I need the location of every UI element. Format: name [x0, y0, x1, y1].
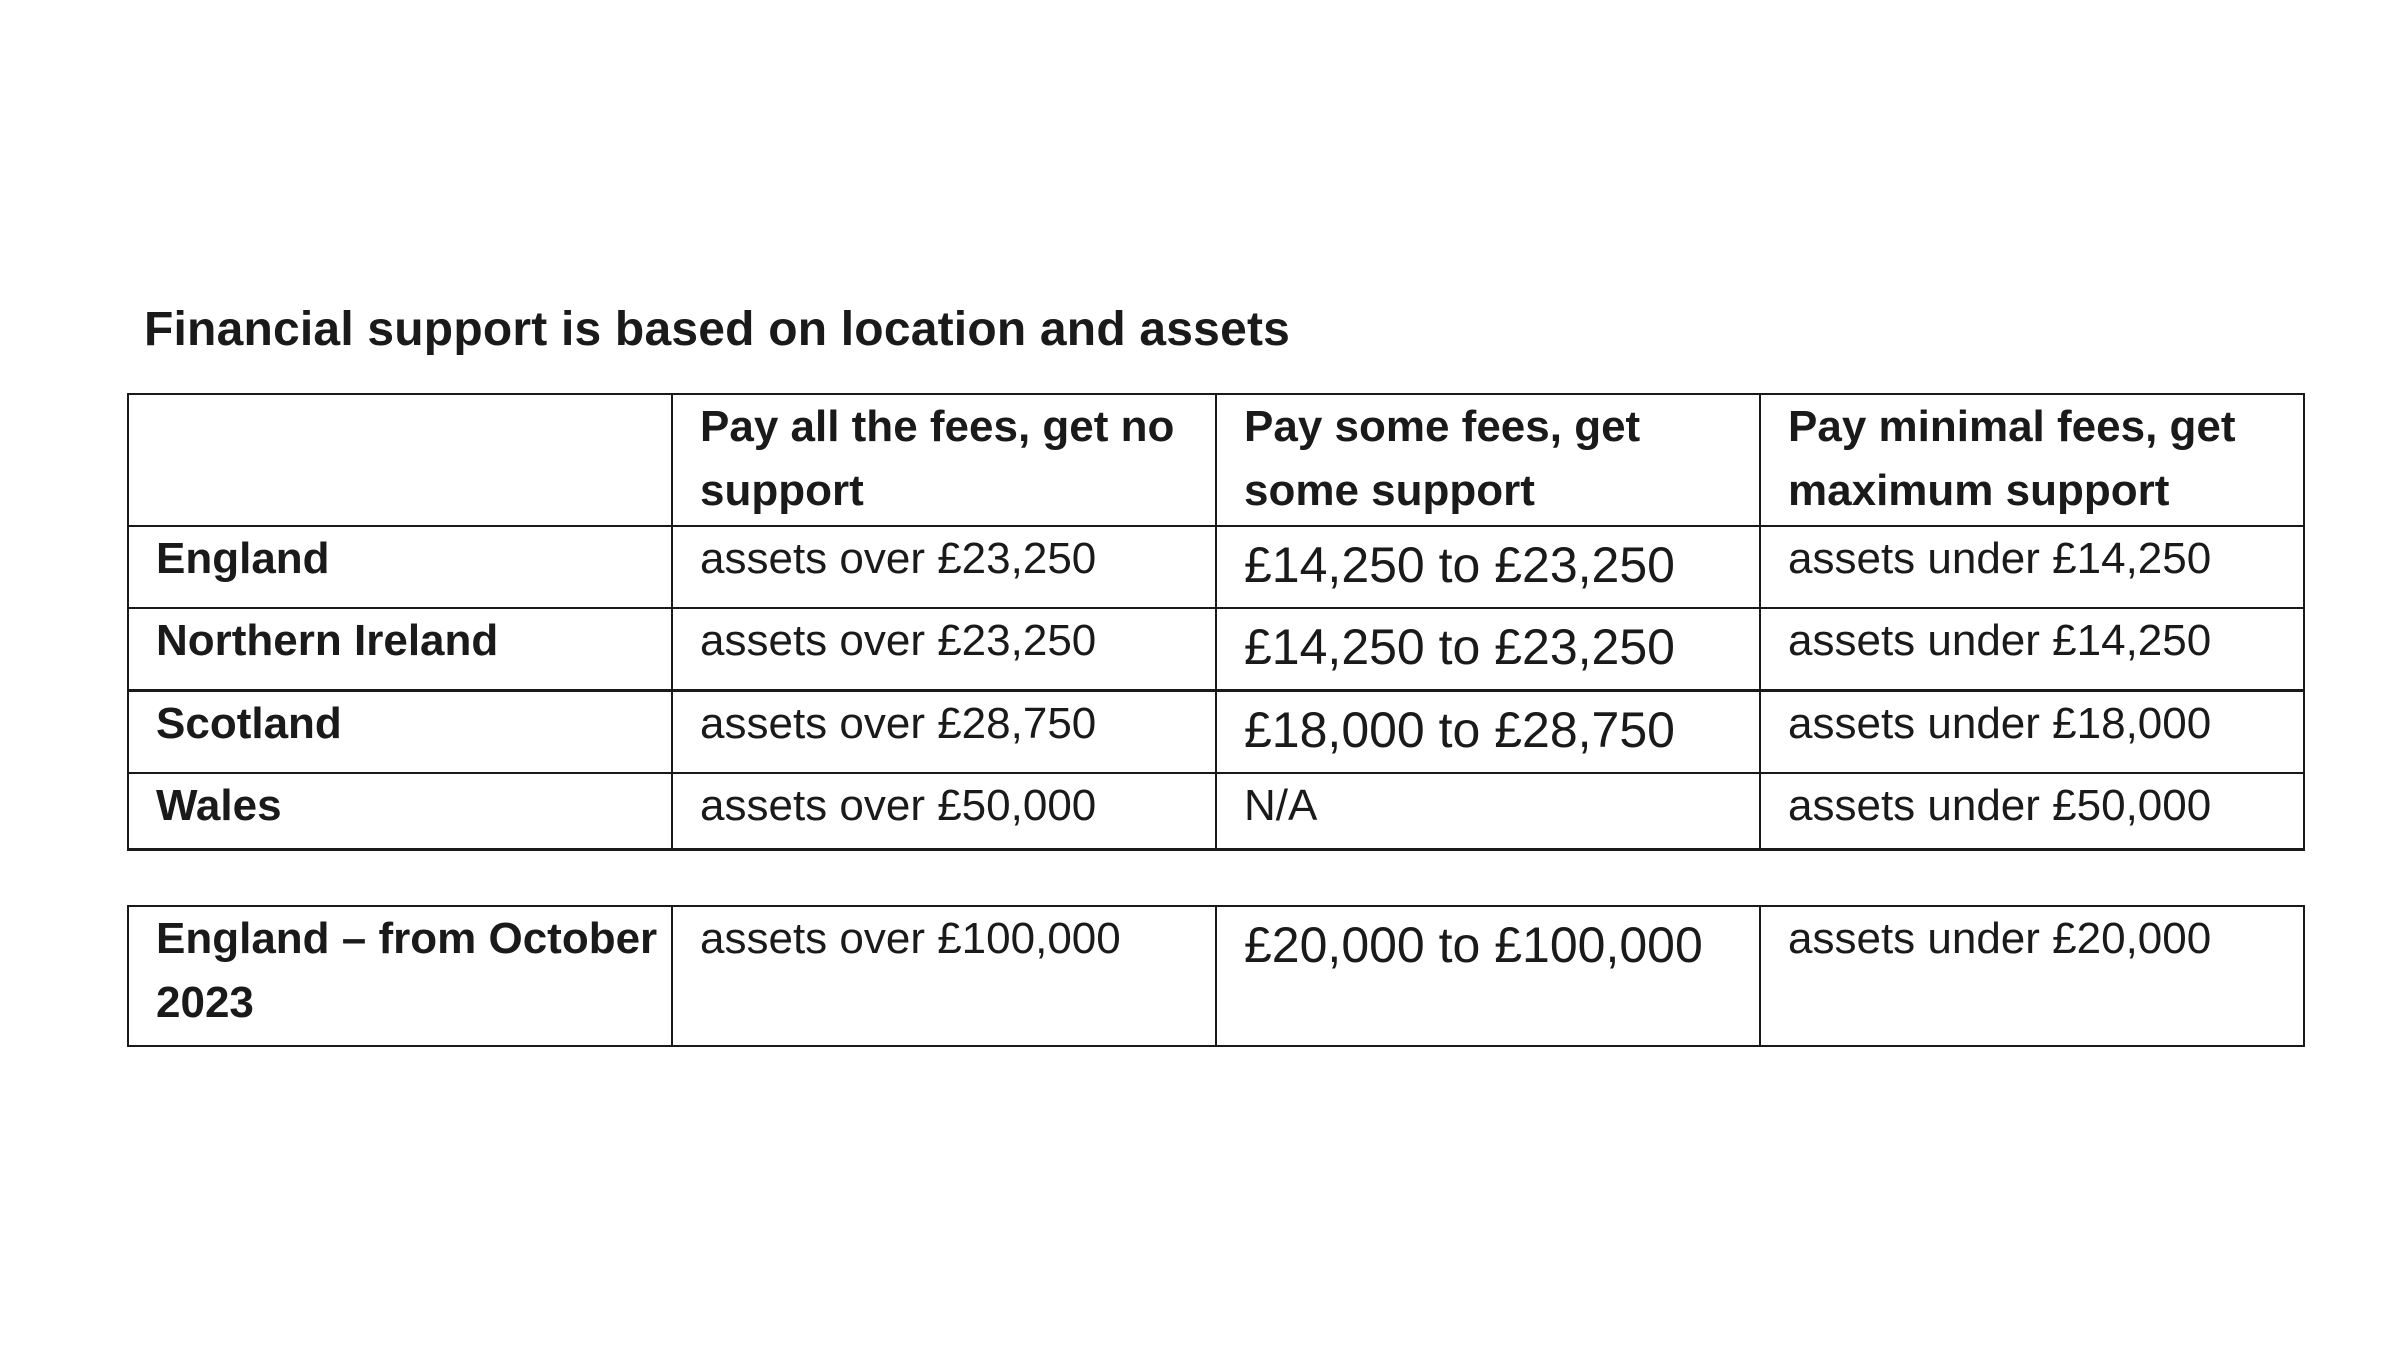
header-no-support: Pay all the fees, get no support: [672, 394, 1216, 526]
no-support-cell: assets over £100,000: [672, 906, 1216, 1046]
region-cell: Scotland: [128, 691, 672, 774]
no-support-cell: assets over £23,250: [672, 608, 1216, 691]
some-support-cell: £20,000 to £100,000: [1216, 906, 1760, 1046]
region-cell: England – from October 2023: [128, 906, 672, 1046]
header-max-support: Pay minimal fees, get maximum support: [1760, 394, 2304, 526]
region-cell: England: [128, 526, 672, 608]
max-support-cell: assets under £20,000: [1760, 906, 2304, 1046]
support-table: [127, 393, 2305, 851]
table-row: [128, 691, 2304, 774]
no-support-cell: assets over £23,250: [672, 526, 1216, 608]
future-support-table: [127, 905, 2305, 1047]
table-header-row: [128, 394, 2304, 526]
table-row: [128, 608, 2304, 691]
some-support-cell: £14,250 to £23,250: [1216, 526, 1760, 608]
max-support-cell: assets under £18,000: [1760, 691, 2304, 774]
table-row: [128, 773, 2304, 850]
header-some-support: Pay some fees, get some support: [1216, 394, 1760, 526]
some-support-cell: £18,000 to £28,750: [1216, 691, 1760, 774]
max-support-cell: assets under £50,000: [1760, 773, 2304, 850]
max-support-cell: assets under £14,250: [1760, 608, 2304, 691]
region-cell: Wales: [128, 773, 672, 850]
table-row: [128, 906, 2304, 1046]
region-cell: Northern Ireland: [128, 608, 672, 691]
header-blank-cell: [128, 394, 672, 526]
max-support-cell: assets under £14,250: [1760, 526, 2304, 608]
no-support-cell: assets over £50,000: [672, 773, 1216, 850]
some-support-cell: N/A: [1216, 773, 1760, 850]
some-support-cell: £14,250 to £23,250: [1216, 608, 1760, 691]
table-row: [128, 526, 2304, 608]
page-title: Financial support is based on location and assets: [144, 303, 1291, 356]
no-support-cell: assets over £28,750: [672, 691, 1216, 774]
